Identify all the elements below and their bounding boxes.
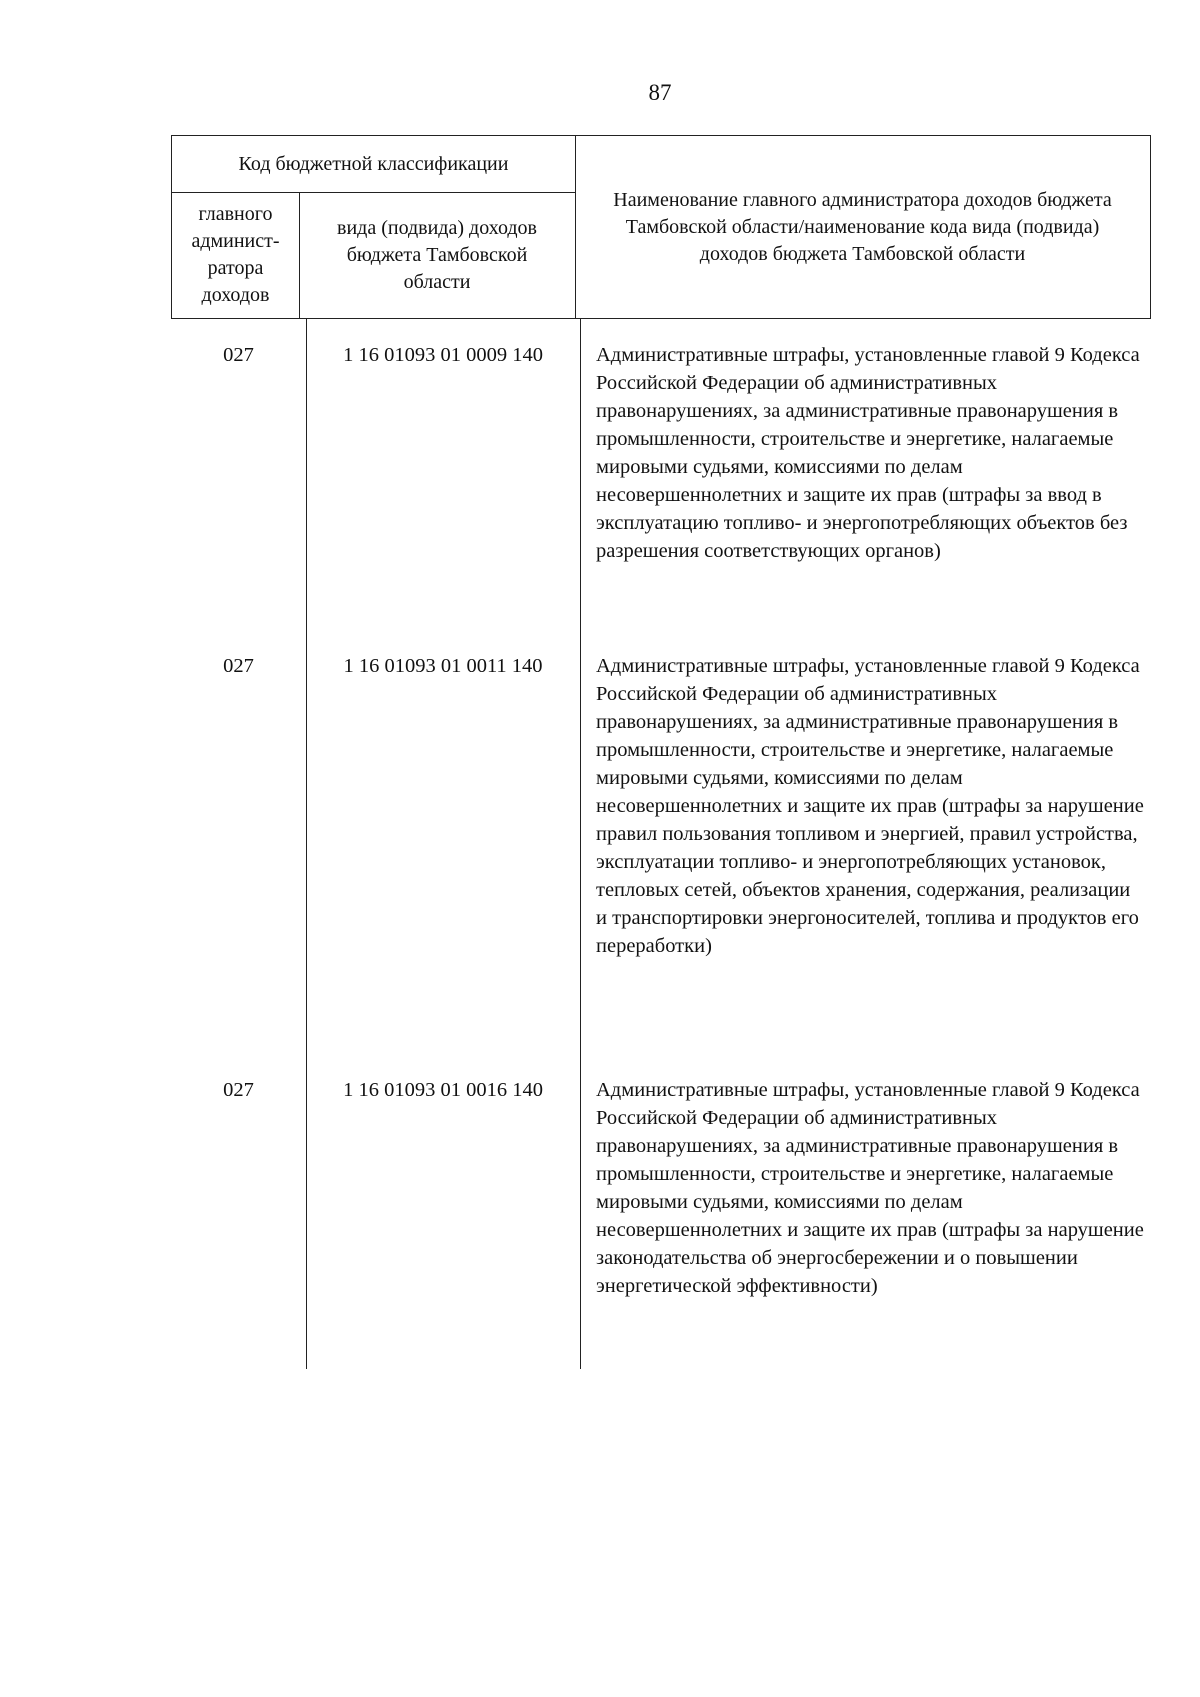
header-name-column: Наименование главного администратора доходов бюджета Тамбовской области/наименование кода вида (подвида) доходов бюджета Тамбовской области [613, 188, 1112, 265]
admin-code-cell: 027 [223, 1079, 254, 1101]
description-cell: Административные штрафы, установленные главой 9 Кодекса Российской Федерации об административных правонарушениях, за административные правонарушения в промышленности, строительстве и энергетике, налагаемые мировыми судьями, комиссиями по делам несовершеннолетних и защите их прав (штрафы за ввод в эксплуатацию топливо- и энергопотребляющих объектов без разрешения соответствующих органов) [596, 344, 1140, 562]
header-admin-column: главного админист-ратора доходов [191, 203, 280, 306]
income-code-cell: 1 16 01093 01 0016 140 [343, 1079, 543, 1101]
column-divider-2 [580, 319, 581, 1369]
page-number: 87 [648, 80, 672, 105]
description-cell: Административные штрафы, установленные главой 9 Кодекса Российской Федерации об административных правонарушениях, за административные правонарушения в промышленности, строительстве и энергетике, налагаемые мировыми судьями, комиссиями по делам несовершеннолетних и защите их прав (штрафы за нарушение законодательства об энергосбережении и о повышении энергетической эффективности) [596, 1079, 1144, 1297]
column-divider-1 [306, 319, 307, 1369]
description-cell: Административные штрафы, установленные главой 9 Кодекса Российской Федерации об административных правонарушениях, за административные правонарушения в промышленности, строительстве и энергетике, налагаемые мировыми судьями, комиссиями по делам несовершеннолетних и защите их прав (штрафы за нарушение правил пользования топливом и энергией, правил устройства, эксплуатации топливо- и энергопотребляющих установок, тепловых сетей, объектов хранения, содержания, реализации и транспортировки энергоносителей, топлива и продуктов его переработки) [596, 655, 1144, 957]
table-header [171, 135, 1151, 319]
header-group-label: Код бюджетной классификации [238, 152, 509, 175]
admin-code-cell: 027 [223, 655, 254, 677]
income-code-cell: 1 16 01093 01 0009 140 [343, 344, 543, 366]
income-code-cell: 1 16 01093 01 0011 140 [343, 655, 543, 677]
admin-code-cell: 027 [223, 344, 254, 366]
header-kind-column: вида (подвида) доходов бюджета Тамбовской области [337, 216, 537, 293]
